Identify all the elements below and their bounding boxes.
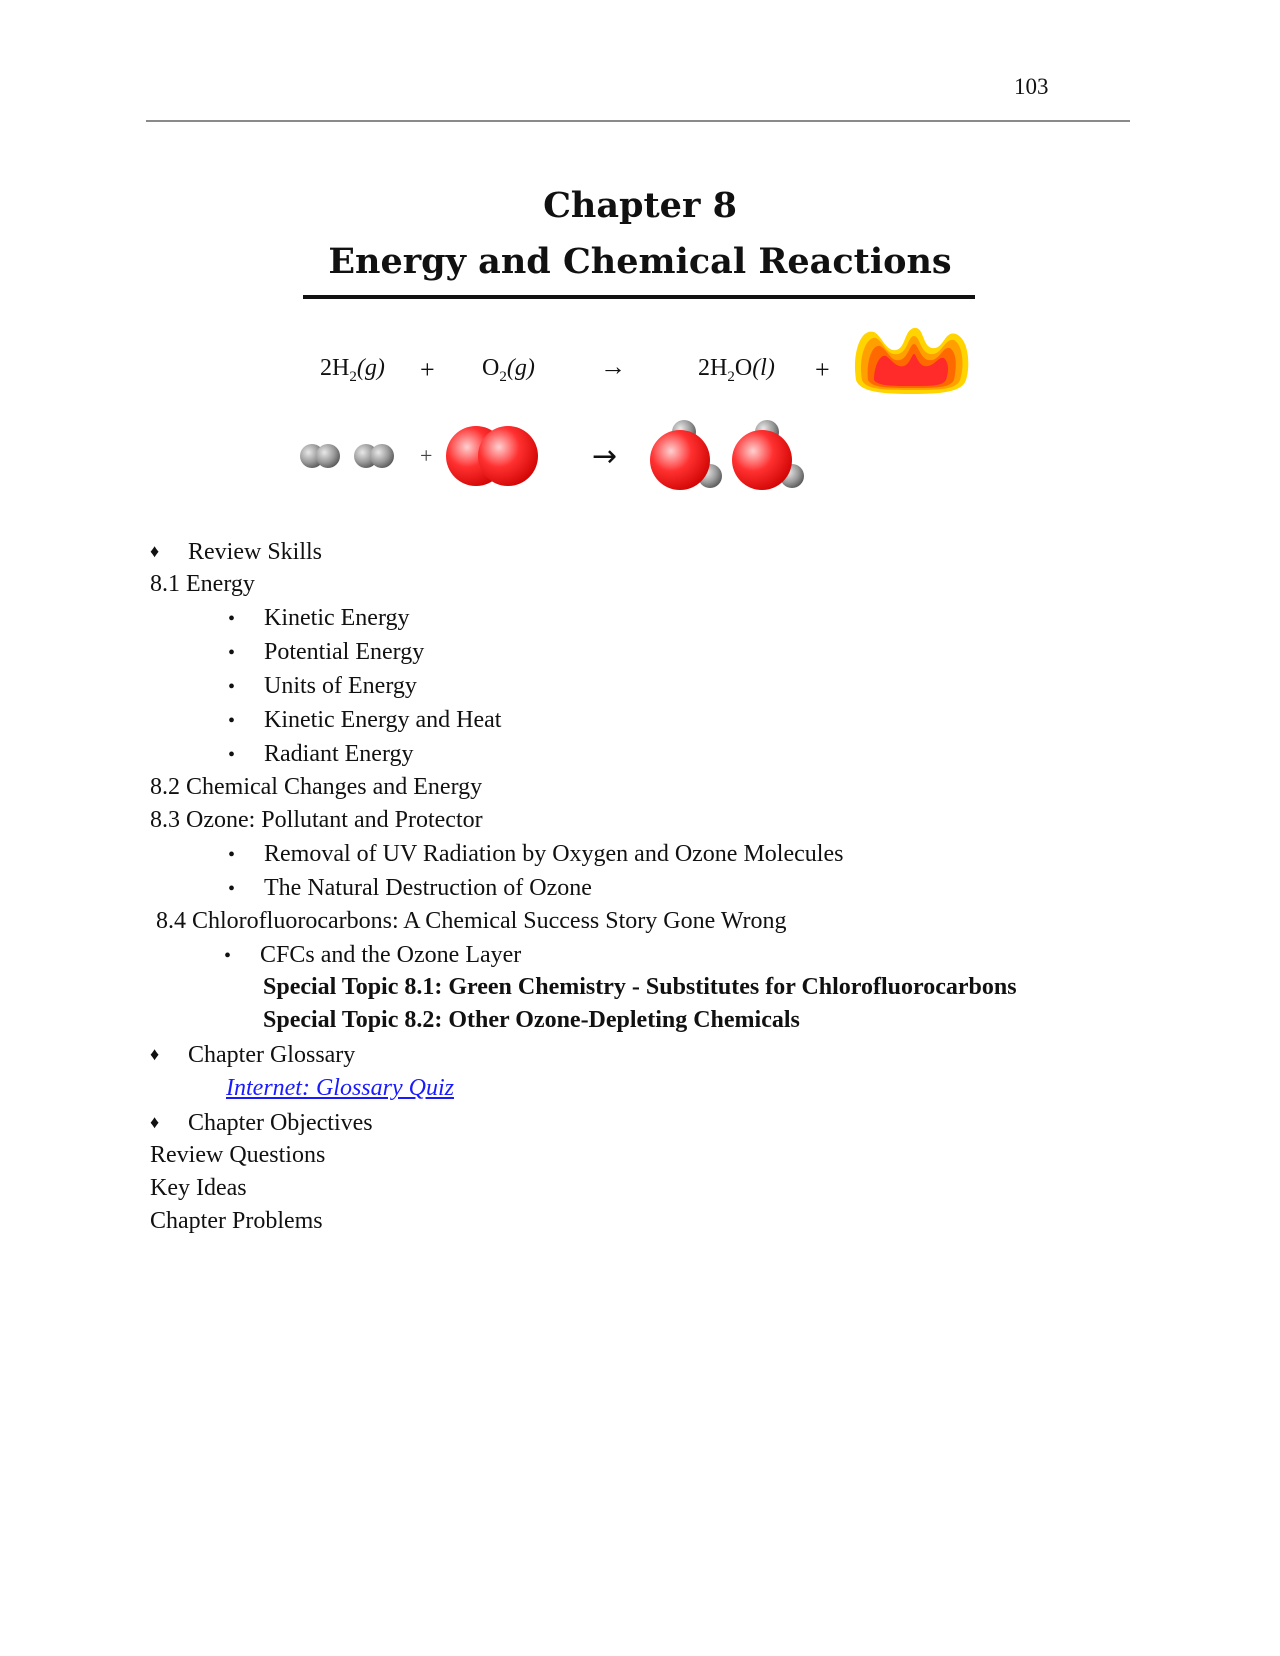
bullet-icon: • <box>228 608 236 630</box>
bullet-icon: • <box>228 878 236 900</box>
toc-special-topic-8-2[interactable]: Special Topic 8.2: Other Ozone-Depleting Chemicals <box>263 1007 800 1033</box>
plus-sign: + <box>420 355 435 384</box>
header-rule <box>146 120 1130 122</box>
plus-sign-energy: + <box>815 355 830 384</box>
page-number: 103 <box>1014 74 1049 99</box>
chapter-heading <box>0 178 1280 290</box>
chapter-label: Chapter 8 <box>543 185 737 226</box>
bullet-icon: • <box>228 744 236 766</box>
bullet-icon: • <box>228 642 236 664</box>
toc-section-8-4[interactable]: 8.4 Chlorofluorocarbons: A Chemical Success Story Gone Wrong <box>156 908 787 934</box>
toc-chapter-glossary[interactable]: ♦ Chapter Glossary <box>150 1038 355 1071</box>
energy-flame-icon <box>852 324 972 394</box>
reaction-arrow: → <box>600 352 626 381</box>
product-water: $2H_2O(l)$ <box>698 355 775 385</box>
toc-item[interactable]: • CFCs and the Ozone Layer <box>224 939 521 972</box>
water-molecule-2 <box>732 420 804 490</box>
bullet-icon: • <box>224 945 232 967</box>
glossary-quiz-link[interactable]: Internet: Glossary Quiz <box>226 1075 454 1101</box>
toc-item[interactable]: • Radiant Energy <box>228 738 414 771</box>
hydrogen-molecule-1 <box>300 444 340 468</box>
toc-chapter-problems[interactable]: Chapter Problems <box>150 1208 323 1234</box>
bullet-icon: • <box>228 676 236 698</box>
reactant-hydrogen: $2H_2(g)$ <box>320 355 385 385</box>
toc-special-topic-8-1[interactable]: Special Topic 8.1: Green Chemistry - Substitutes for Chlorofluorocarbons <box>263 974 1017 1000</box>
toc-item[interactable]: • Units of Energy <box>228 670 417 703</box>
reactant-oxygen: $O_2(g)$ <box>482 355 535 385</box>
toc-item[interactable]: • The Natural Destruction of Ozone <box>228 872 592 905</box>
toc-item[interactable]: • Kinetic Energy and Heat <box>228 704 501 737</box>
bullet-icon: • <box>228 844 236 866</box>
bullet-icon: • <box>228 710 236 732</box>
toc-key-ideas[interactable]: Key Ideas <box>150 1175 247 1201</box>
toc-section-8-1[interactable]: 8.1 Energy <box>150 571 255 597</box>
chapter-title: Energy and Chemical Reactions <box>328 241 952 282</box>
diamond-bullet-icon: ♦ <box>150 1044 160 1064</box>
hydrogen-molecule-2 <box>354 444 394 468</box>
toc-review-questions[interactable]: Review Questions <box>150 1142 326 1168</box>
water-molecule-1 <box>650 420 722 490</box>
title-underline <box>303 295 975 299</box>
toc-section-8-2[interactable]: 8.2 Chemical Changes and Energy <box>150 774 483 800</box>
toc-chapter-objectives[interactable]: ♦ Chapter Objectives <box>150 1106 373 1139</box>
diamond-bullet-icon: ♦ <box>150 1112 160 1132</box>
toc-review-skills[interactable]: ♦ Review Skills <box>150 535 322 568</box>
molecule-plus-sign: + <box>420 443 433 468</box>
toc-item[interactable]: • Potential Energy <box>228 636 424 669</box>
molecular-model-illustration <box>300 418 820 493</box>
oxygen-molecule <box>446 426 538 486</box>
toc-section-8-3[interactable]: 8.3 Ozone: Pollutant and Protector <box>150 807 483 833</box>
diamond-bullet-icon: ♦ <box>150 541 160 561</box>
toc-item[interactable]: • Kinetic Energy <box>228 602 410 635</box>
toc-item[interactable]: • Removal of UV Radiation by Oxygen and Ozone Molecules <box>228 838 843 871</box>
molecule-arrow: → <box>592 439 618 474</box>
